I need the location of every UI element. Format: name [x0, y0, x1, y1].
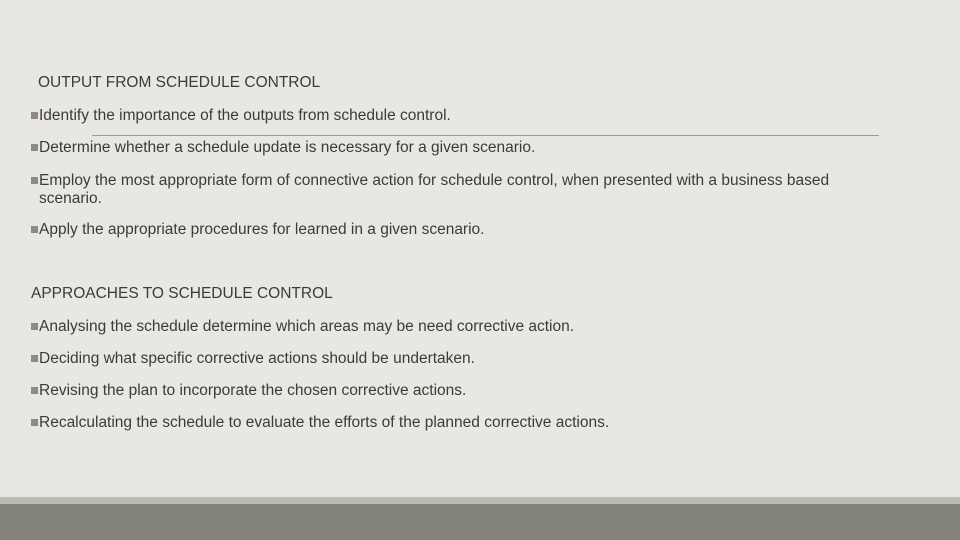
- bullet-text: Identify the importance of the outputs from schedule control.: [39, 107, 451, 124]
- bullet-text: Recalculating the schedule to evaluate the efforts of the planned corrective actions.: [39, 414, 610, 431]
- bullet-text: Deciding what specific corrective actions should be undertaken.: [39, 350, 475, 367]
- bullet-text: Analysing the schedule determine which areas may be need corrective action.: [39, 318, 575, 335]
- bullet-item: [31, 350, 475, 368]
- bullet-item: [31, 221, 484, 239]
- section-heading-approaches: APPROACHES TO SCHEDULE CONTROL: [31, 285, 333, 302]
- bullet-text: Determine whether a schedule update is necessary for a given scenario.: [39, 139, 536, 156]
- bullet-item: [31, 139, 535, 157]
- bullet-item: [31, 172, 831, 208]
- square-bullet-icon: [31, 387, 38, 394]
- footer-band-light: [0, 497, 960, 504]
- bullet-item: [31, 382, 466, 400]
- square-bullet-icon: [31, 323, 38, 330]
- bullet-text: Apply the appropriate procedures for learned in a given scenario.: [39, 221, 485, 238]
- square-bullet-icon: [31, 177, 38, 184]
- bullet-item: [31, 414, 609, 432]
- divider-line: [92, 135, 879, 136]
- footer-band-dark: [0, 504, 960, 540]
- bullet-text: Employ the most appropriate form of connective action for schedule control, when presented with a business based scenario.: [39, 172, 830, 207]
- section-heading-output: OUTPUT FROM SCHEDULE CONTROL: [38, 74, 321, 91]
- bullet-text: Revising the plan to incorporate the chosen corrective actions.: [39, 382, 467, 399]
- square-bullet-icon: [31, 355, 38, 362]
- square-bullet-icon: [31, 419, 38, 426]
- square-bullet-icon: [31, 112, 38, 119]
- bullet-item: [31, 318, 574, 336]
- square-bullet-icon: [31, 144, 38, 151]
- bullet-item: [31, 107, 451, 125]
- square-bullet-icon: [31, 226, 38, 233]
